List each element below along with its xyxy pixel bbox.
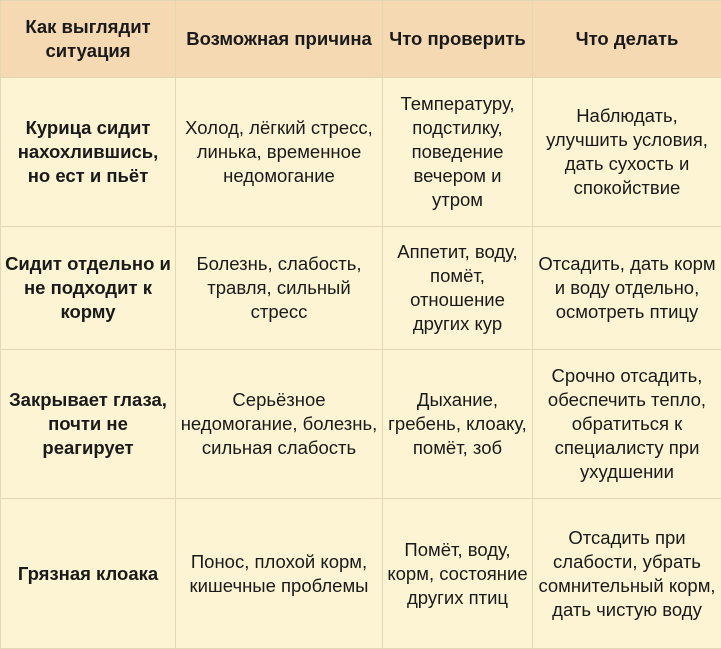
- table-row: [1, 78, 721, 227]
- header-row: [1, 1, 721, 78]
- cell-situation: Сидит отдельно и не подходит к корму: [1, 227, 176, 350]
- cell-check: Температуру, подстилку, поведение вечером и утром: [383, 78, 533, 227]
- cell-situation: Курица сидит нахохлившись, но ест и пьёт: [1, 78, 176, 227]
- header-cause: Возможная причина: [176, 1, 383, 78]
- cell-action: Наблюдать, улучшить условия, дать сухость и спокойствие: [533, 78, 721, 227]
- table-row: [1, 499, 721, 649]
- header-check: Что проверить: [383, 1, 533, 78]
- cell-action: Отсадить при слабости, убрать сомнительный корм, дать чистую воду: [533, 499, 721, 649]
- table-row: [1, 227, 721, 350]
- cell-action: Срочно отсадить, обеспечить тепло, обратиться к специалисту при ухудшении: [533, 350, 721, 499]
- header-action: Что делать: [533, 1, 721, 78]
- cell-situation: Грязная клоака: [1, 499, 176, 649]
- cell-action: Отсадить, дать корм и воду отдельно, осмотреть птицу: [533, 227, 721, 350]
- cell-check: Аппетит, воду, помёт, отношение других кур: [383, 227, 533, 350]
- header-situation: Как выглядит ситуация: [1, 1, 176, 78]
- cell-check: Дыхание, гребень, клоаку, помёт, зоб: [383, 350, 533, 499]
- cell-cause: Серьёзное недомогание, болезнь, сильная слабость: [176, 350, 383, 499]
- cell-situation: Закрывает глаза, почти не реагирует: [1, 350, 176, 499]
- cell-cause: Понос, плохой корм, кишечные проблемы: [176, 499, 383, 649]
- cell-cause: Болезнь, слабость, травля, сильный стресс: [176, 227, 383, 350]
- table-row: [1, 350, 721, 499]
- cell-check: Помёт, воду, корм, состояние других птиц: [383, 499, 533, 649]
- cell-cause: Холод, лёгкий стресс, линька, временное недомогание: [176, 78, 383, 227]
